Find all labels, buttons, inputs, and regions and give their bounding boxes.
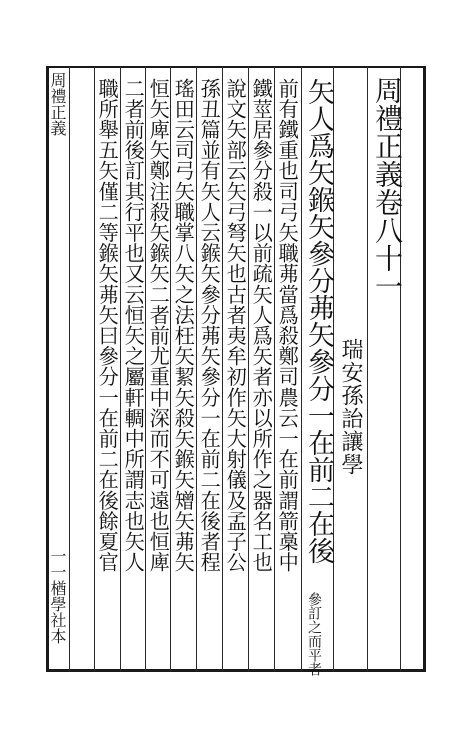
text-column: 瑤田云司弓矢職掌八矢之法枉矢絜矢殺矢鍭矢矰矢茀矢 bbox=[171, 78, 196, 573]
text-column: 孫丑篇並有矢人云鍭矢參分茀矢參分一在前二在後者程 bbox=[197, 78, 222, 573]
text-column: 說文矢部云矢弓弩矢也古者夷牟初作矢大射儀及孟子公 bbox=[223, 78, 248, 573]
text-column: 前有鐵重也司弓矢職茀當爲殺鄭司農云一在前謂箭槀中 bbox=[275, 78, 300, 573]
fold-imprint: 一一楢學社本 bbox=[48, 548, 67, 644]
column-rule bbox=[367, 66, 368, 672]
text-column-main: 矢人爲矢鍭矢參分茀矢參分一在前二在後 bbox=[303, 78, 334, 564]
text-column: 鐵莖居參分殺一以前疏矢人爲矢者亦以所作之器名工也 bbox=[249, 78, 274, 573]
column-rule bbox=[301, 66, 302, 672]
fold-title: 周禮正義 bbox=[48, 72, 67, 136]
text-column-note: 參訂之而平者 bbox=[306, 592, 322, 676]
text-column: 二者前後訂其行平也又云恒矢之屬軒輖中所謂志也矢人 bbox=[121, 78, 146, 573]
text-column: 職所舉五矢僅二等鍭矢茀矢曰參分一在前二在後餘夏官 bbox=[95, 78, 120, 573]
chapter-title: 周禮正義卷八十一 bbox=[371, 76, 404, 300]
text-column: 恒矢庳矢鄭注殺矢鍭矢二者前尤重中深而不可遠也恒庳 bbox=[146, 78, 171, 573]
author-line: 瑞安孫詒讓學 bbox=[338, 338, 363, 476]
